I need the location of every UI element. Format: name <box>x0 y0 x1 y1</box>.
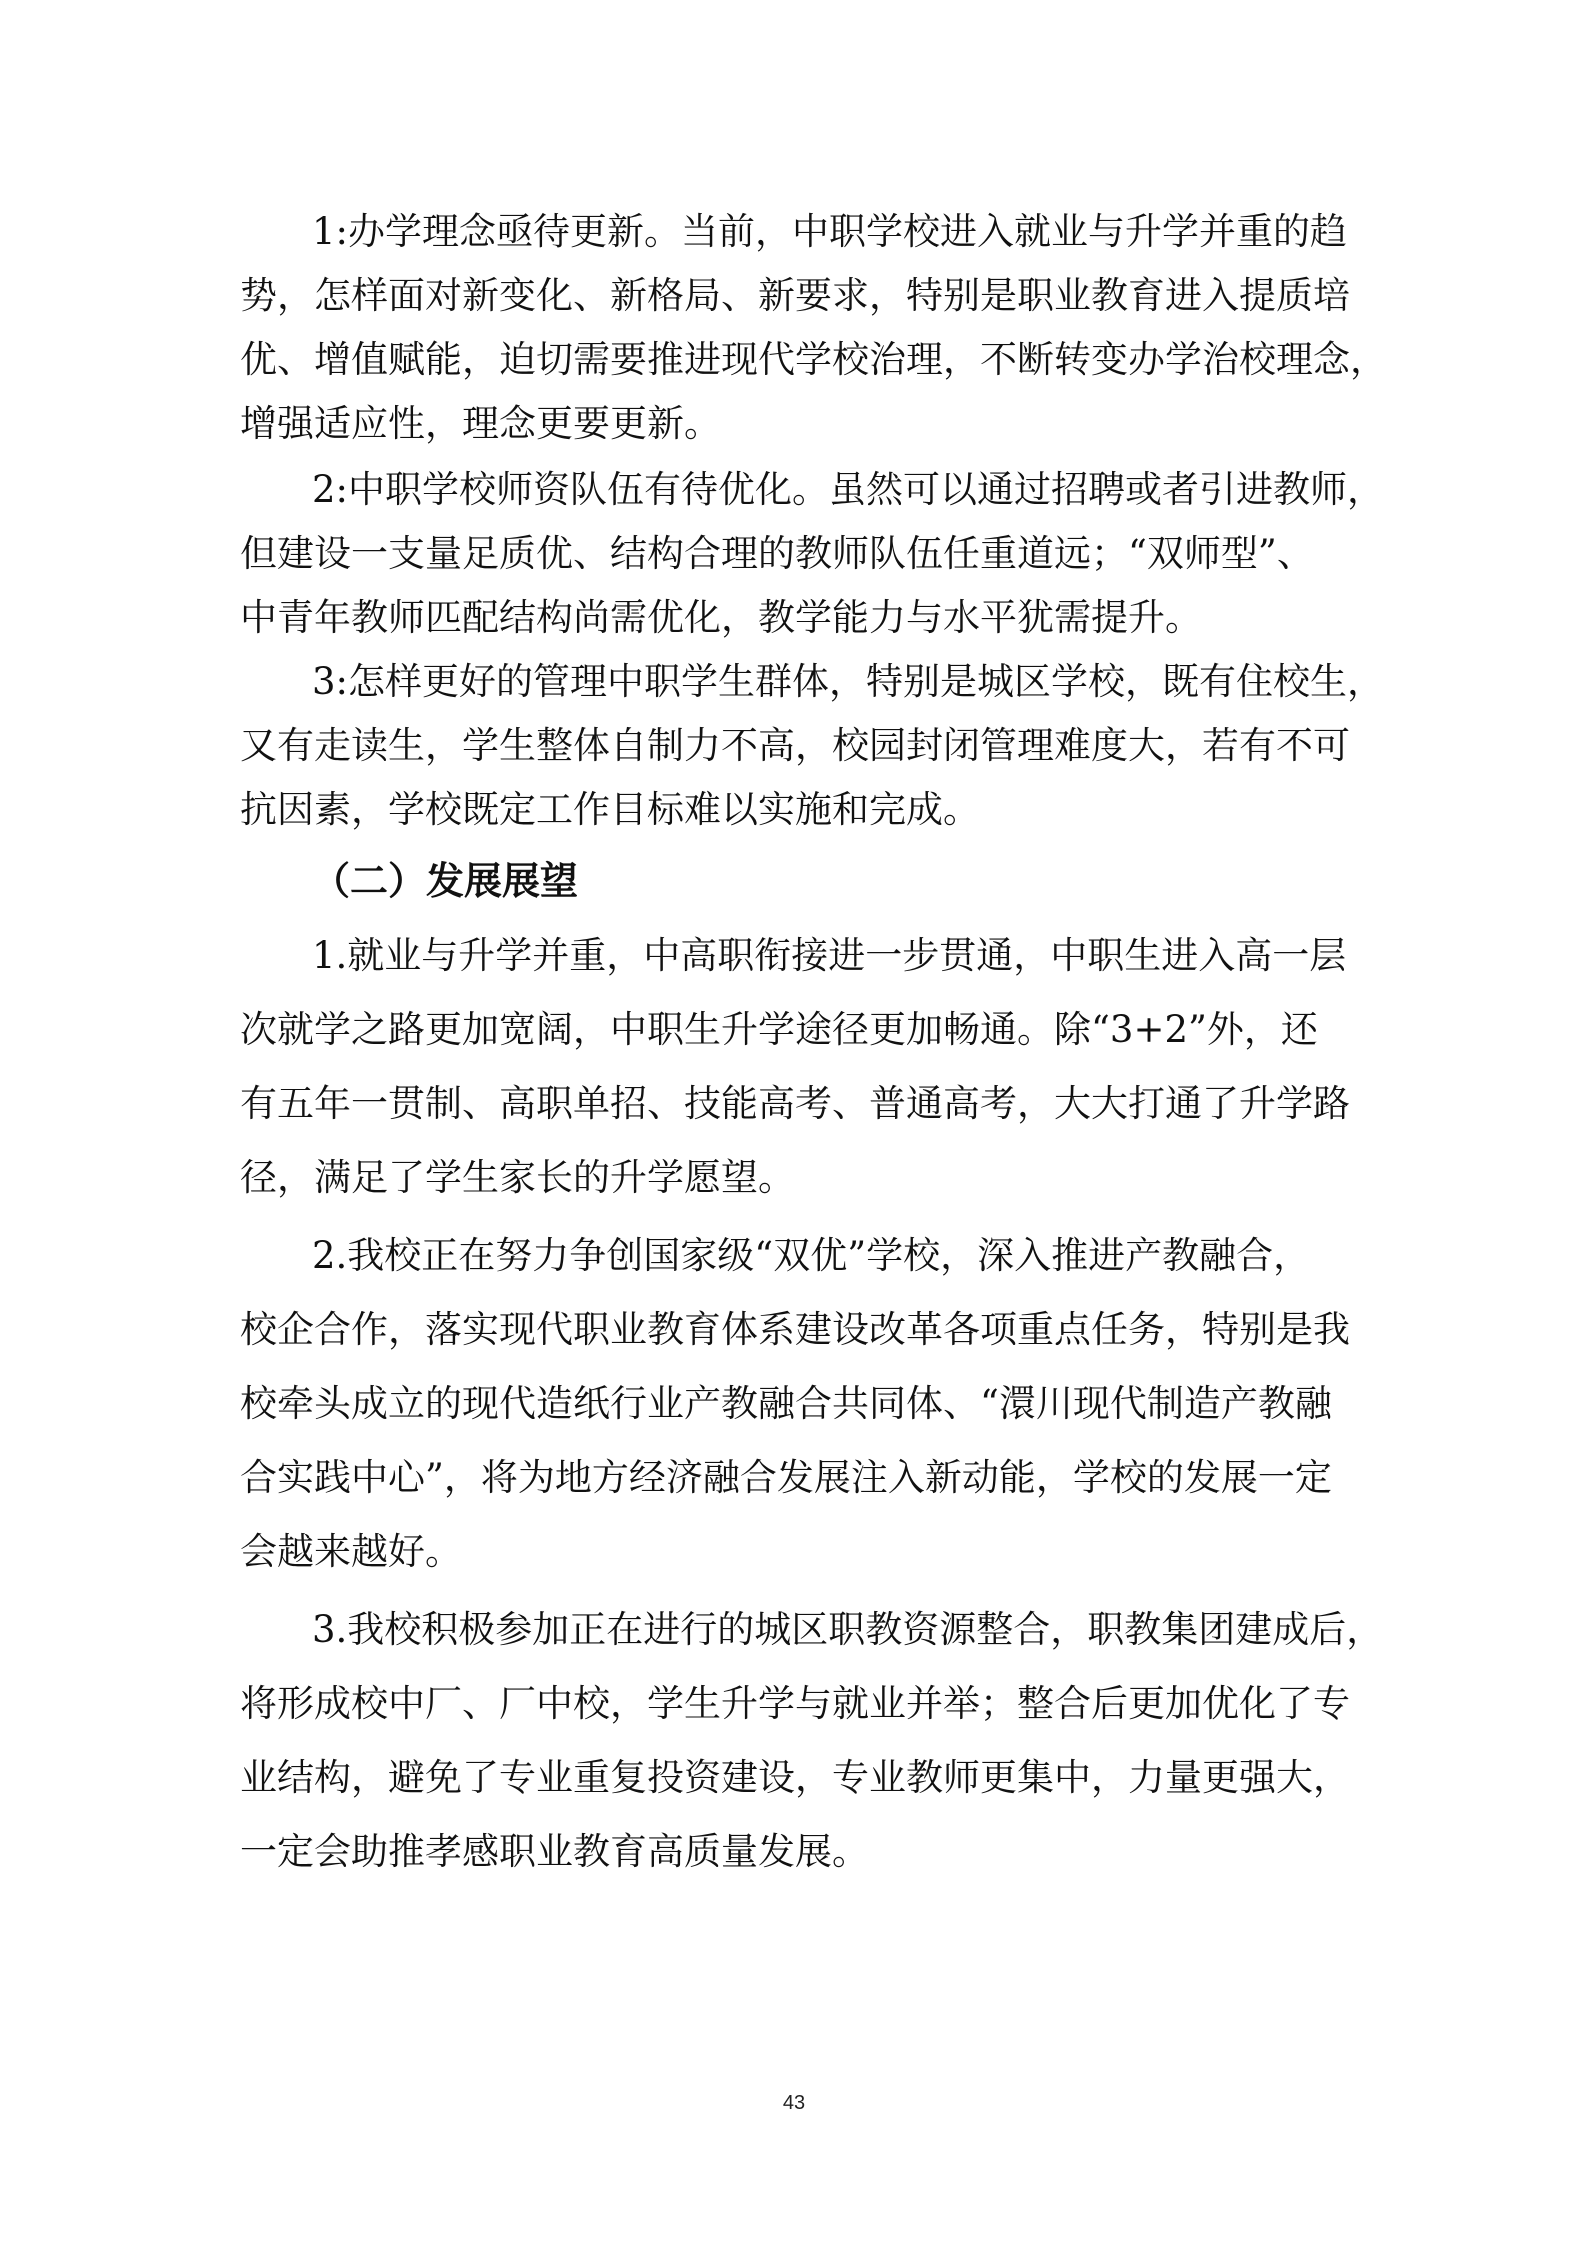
paragraph-line: 1.就业与升学并重，中高职衔接进一步贯通，中职生进入高一层 <box>312 934 1347 977</box>
paragraph-line: 但建设一支量足质优、结构合理的教师队伍任重道远；“双师型”、 <box>240 532 1314 575</box>
paragraph-line: 3.我校积极参加正在进行的城区职教资源整合，职教集团建成后， <box>312 1608 1384 1651</box>
paragraph-line: 2:中职学校师资队伍有待优化。虽然可以通过招聘或者引进教师， <box>312 468 1385 511</box>
paragraph-line: 2.我校正在努力争创国家级“双优”学校，深入推进产教融合， <box>312 1234 1311 1277</box>
paragraph-line: 次就学之路更加宽阔，中职生升学途径更加畅通。除“3+2”外，还 <box>240 1008 1318 1051</box>
section-heading: （二）发展展望 <box>312 859 579 903</box>
paragraph-line: 1:办学理念亟待更新。当前，中职学校进入就业与升学并重的趋 <box>312 210 1348 253</box>
paragraph-line: 校企合作，落实现代职业教育体系建设改革各项重点任务，特别是我 <box>240 1308 1350 1351</box>
paragraph-line: 增强适应性，理念更要更新。 <box>240 402 721 445</box>
paragraph-line: 校牵头成立的现代造纸行业产教融合共同体、“澴川现代制造产教融 <box>240 1382 1332 1425</box>
paragraph-line: 优、增值赋能，迫切需要推进现代学校治理，不断转变办学治校理念， <box>240 338 1387 381</box>
paragraph-line: 将形成校中厂、厂中校，学生升学与就业并举；整合后更加优化了专 <box>240 1682 1350 1725</box>
paragraph-line: 又有走读生，学生整体自制力不高，校园封闭管理难度大，若有不可 <box>240 724 1350 767</box>
paragraph-line: 一定会助推孝感职业教育高质量发展。 <box>240 1830 869 1873</box>
paragraph-line: 有五年一贯制、高职单招、技能高考、普通高考，大大打通了升学路 <box>240 1082 1350 1125</box>
paragraph-line: 抗因素，学校既定工作目标难以实施和完成。 <box>240 788 980 831</box>
paragraph-line: 势，怎样面对新变化、新格局、新要求，特别是职业教育进入提质培 <box>240 274 1350 317</box>
page-number: 43 <box>782 2092 806 2114</box>
paragraph-line: 中青年教师匹配结构尚需优化，教学能力与水平犹需提升。 <box>240 596 1202 639</box>
paragraph-line: 3:怎样更好的管理中职学生群体，特别是城区学校，既有住校生， <box>312 660 1385 703</box>
paragraph-line: 合实践中心”，将为地方经济融合发展注入新动能，学校的发展一定 <box>240 1456 1332 1499</box>
paragraph-line: 业结构，避免了专业重复投资建设，专业教师更集中，力量更强大， <box>240 1756 1350 1799</box>
paragraph-line: 径，满足了学生家长的升学愿望。 <box>240 1156 795 1199</box>
paragraph-line: 会越来越好。 <box>240 1530 462 1573</box>
